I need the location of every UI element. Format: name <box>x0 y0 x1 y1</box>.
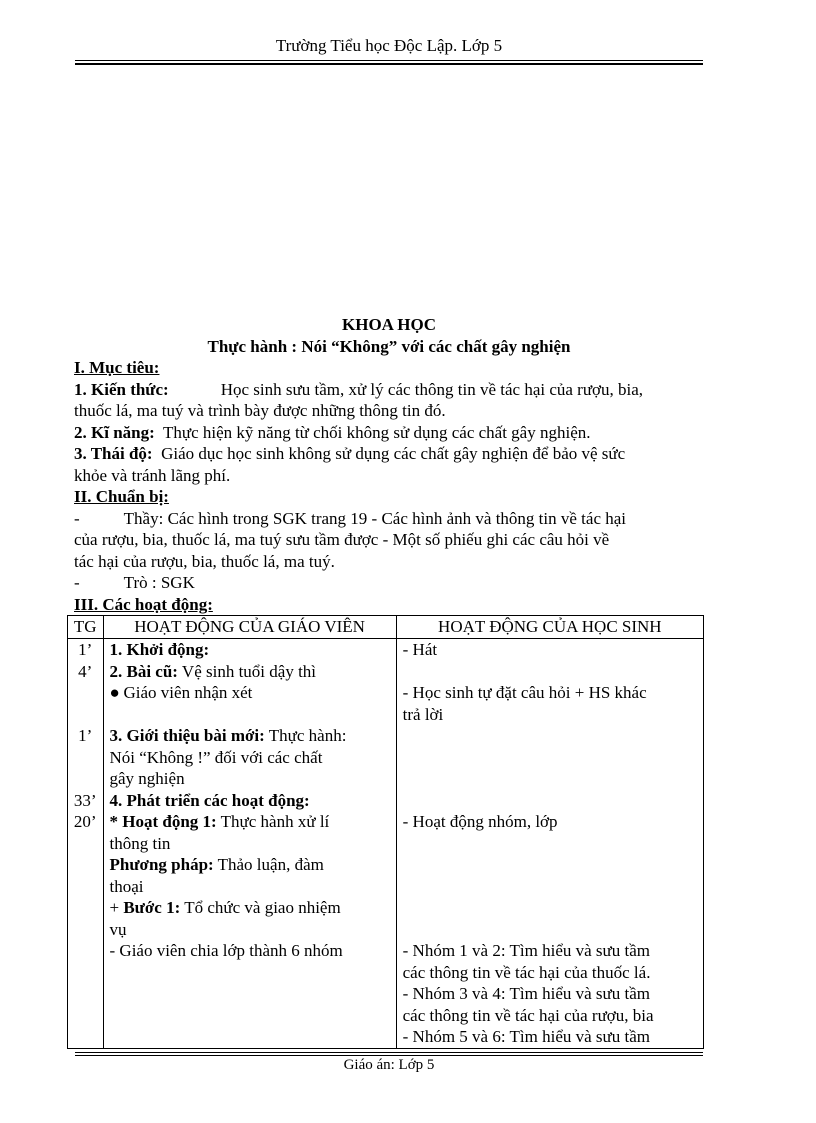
step-warmup: 1. Khởi động: <box>109 640 210 659</box>
intro-label: 3. Giới thiệu bài mới: <box>109 726 265 745</box>
objective-knowledge <box>74 379 704 401</box>
header-divider-thin <box>75 60 703 61</box>
header-student-activity: HOẠT ĐỘNG CỦA HỌC SINH <box>396 616 703 639</box>
step-1-text: Tổ chức và giao nhiệm <box>180 898 341 917</box>
activity-1-text-2: thông tin <box>109 833 171 853</box>
footer-divider-1 <box>75 1052 703 1053</box>
step-1 <box>110 897 390 919</box>
lesson-title: Thực hành : Nói “Không” với các chất gây nghiện <box>207 336 571 356</box>
knowledge-text-1: Học sinh sưu tầm, xử lý các thông tin về tác hại của rượu, bia, <box>220 379 644 399</box>
section-objectives-heading: I. Mục tiêu: <box>74 358 160 377</box>
header-time: TG <box>68 616 104 639</box>
dash-marker: - <box>74 573 80 592</box>
group-1-2-text: các thông tin về tác hại của thuốc lá. <box>402 962 651 982</box>
attitude-label: 3. Thái độ: <box>74 444 153 463</box>
step-development: 4. Phát triển các hoạt động: <box>109 790 310 810</box>
table-header-row <box>68 616 704 639</box>
step-1-label: Bước 1: <box>123 898 181 917</box>
header-teacher-activity: HOẠT ĐỘNG CỦA GIÁO VIÊN <box>103 616 396 639</box>
activities-table <box>67 615 704 1049</box>
table-row <box>68 639 704 1049</box>
review-text: Vệ sinh tuổi dậy thì <box>177 661 317 681</box>
teacher-activity-cell <box>103 639 396 1049</box>
time-value: 33’ <box>73 790 97 810</box>
student-group-work: - Hoạt động nhóm, lớp <box>402 812 558 831</box>
step-1-text-2: vụ <box>109 919 127 939</box>
teacher-comment <box>110 682 390 704</box>
objective-attitude <box>74 443 704 465</box>
page-footer: Giáo án: Lớp 5 <box>343 1057 435 1073</box>
time-cell <box>68 639 104 1049</box>
footer-divider-2 <box>75 1055 703 1056</box>
lesson-body <box>74 314 704 615</box>
student-question-2: trả lời <box>402 704 444 724</box>
skills-label: 2. Kĩ năng: <box>74 422 155 442</box>
intro-text-3: gây nghiện <box>109 769 185 788</box>
intro-text: Thực hành: <box>264 726 347 745</box>
group-5-6: - Nhóm 5 và 6: Tìm hiểu và sưu tầm <box>402 1027 650 1046</box>
teacher-prep-text-1: Thầy: Các hình trong SGK trang 19 - Các hình ảnh và thông tin về tác hại <box>123 508 627 528</box>
group-3-4: - Nhóm 3 và 4: Tìm hiểu và sưu tầm <box>402 984 650 1003</box>
step-introduction <box>110 725 390 747</box>
group-1-2: - Nhóm 1 và 2: Tìm hiểu và sưu tầm <box>402 941 650 960</box>
method-text-2: thoại <box>109 876 144 896</box>
teacher-prep-text-2: của rượu, bia, thuốc lá, ma tuý sưu tầm được - Một số phiếu ghi các câu hỏi về <box>74 530 610 549</box>
step-review <box>110 661 390 683</box>
student-sing: - Hát <box>402 640 438 659</box>
student-prep-text: Trò : SGK <box>123 573 195 592</box>
method-text: Thảo luận, đàm <box>213 855 324 874</box>
student-activity-cell <box>396 639 703 1049</box>
student-question: - Học sinh tự đặt câu hỏi + HS khác <box>402 683 647 702</box>
skills-text: Thực hiện kỹ năng từ chối không sử dụng các chất gây nghiện. <box>162 422 591 442</box>
knowledge-text-2: thuốc lá, ma tuý và trình bày được những thông tin đó. <box>74 401 446 420</box>
intro-text-2: Nói “Không !” đối với các chất <box>109 747 323 767</box>
group-3-4-text: các thông tin về tác hại của rượu, bia <box>402 1005 654 1025</box>
attitude-text-2: khỏe và tránh lãng phí. <box>74 465 231 485</box>
teacher-prep-text-3: tác hại của rượu, bia, thuốc lá, ma tuý. <box>74 551 335 571</box>
section-preparation-heading: II. Chuẩn bị: <box>74 487 169 506</box>
section-activities-heading: III. Các hoạt động: <box>74 594 213 614</box>
activity-1-text: Thực hành xử lí <box>216 812 330 831</box>
knowledge-label: 1. Kiến thức: <box>74 379 169 399</box>
method <box>110 854 390 876</box>
preparation-student <box>74 572 704 594</box>
review-label: 2. Bài cũ: <box>109 661 178 681</box>
time-value: 20’ <box>73 812 97 831</box>
time-value: 1’ <box>78 640 93 659</box>
step-1-prefix: + <box>109 898 124 917</box>
attitude-text-1: Giáo dục học sinh không sử dụng các chất gây nghiện để bảo vệ sức <box>161 444 626 463</box>
subject-title: KHOA HỌC <box>342 315 436 334</box>
page-header-title: Trường Tiểu học Độc Lập. Lớp 5 <box>275 36 503 55</box>
header-divider-thick <box>75 63 703 65</box>
method-label: Phương pháp: <box>109 855 214 874</box>
group-division: - Giáo viên chia lớp thành 6 nhóm <box>109 941 343 960</box>
activity-1-label: * Hoạt động 1: <box>109 812 217 831</box>
time-value: 1’ <box>78 726 93 745</box>
activity-1 <box>110 811 390 833</box>
preparation-teacher <box>74 508 704 530</box>
teacher-comment-text: Giáo viên nhận xét <box>123 683 253 702</box>
dash-marker: - <box>74 508 80 528</box>
time-value: 4’ <box>78 661 93 681</box>
objective-skills <box>74 422 704 444</box>
bullet-icon: ● <box>109 683 120 702</box>
